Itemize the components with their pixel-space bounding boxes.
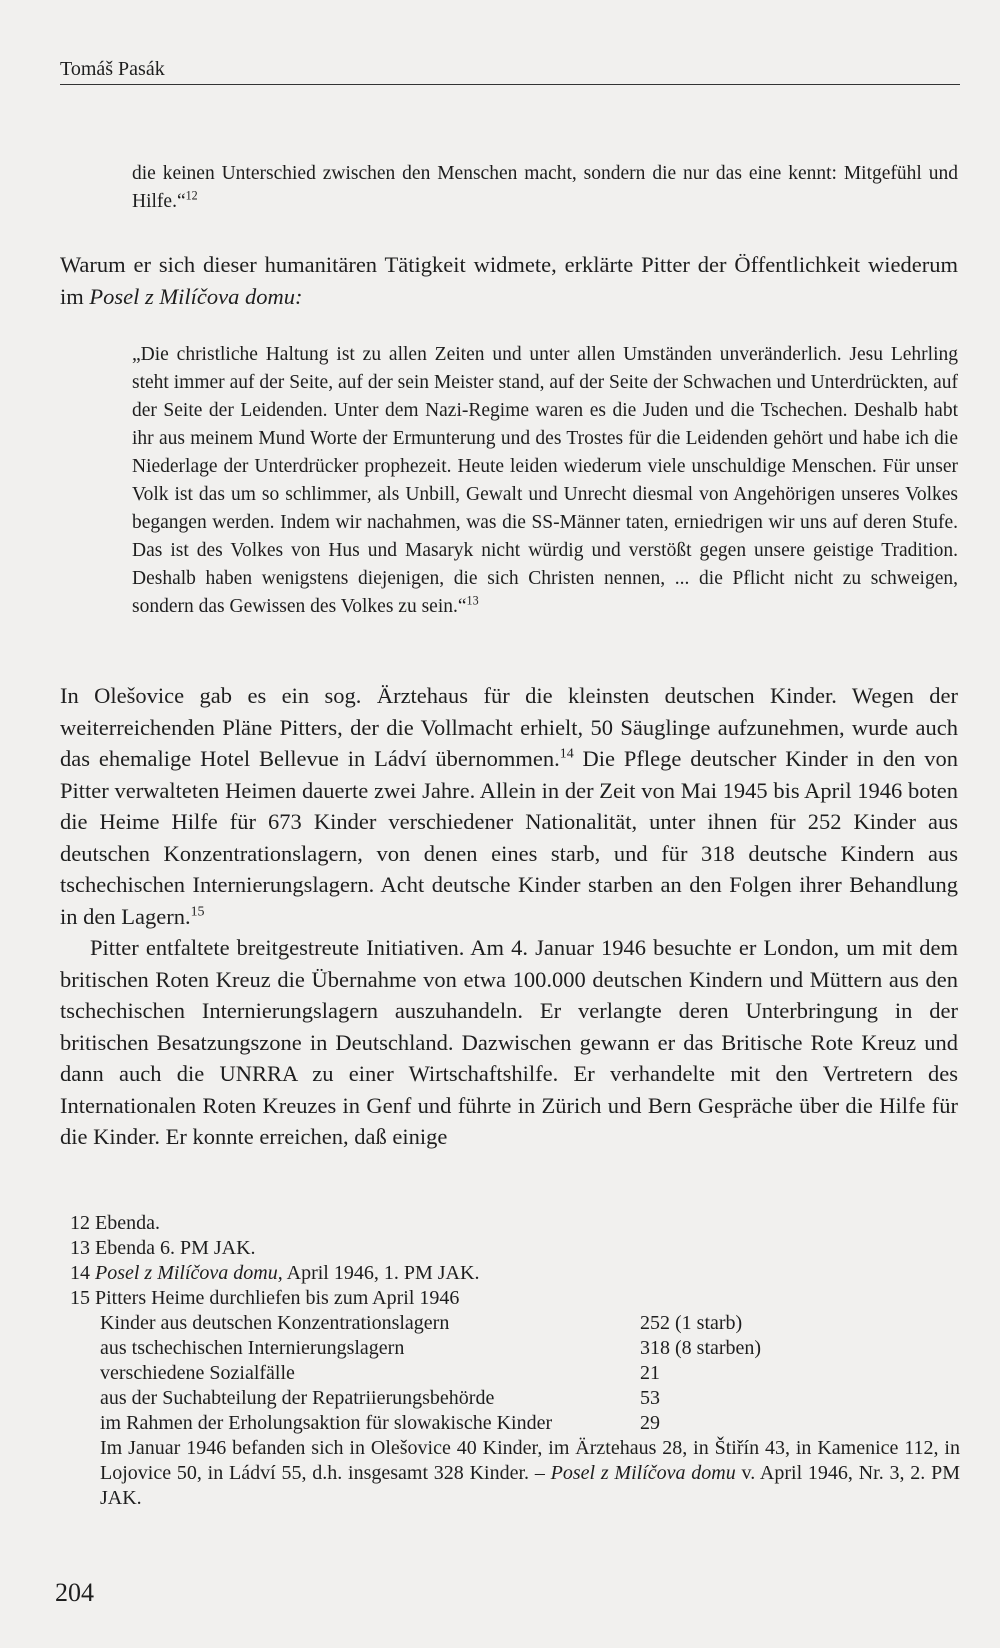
paragraph-text: Pitter entfaltete breitgestreute Initiativen. Am 4. Januar 1946 besuchte er London, um mit dem britischen Roten Kreuz die Übernahme von etwa 100.000 deutschen Kindern und Müttern aus den tschechischen Internierungslagern auszuhandeln. Er verlangte deren Unterbringung in der britischen Besatzungszone in Deutschland. Dazwischen gewann er das Britische Rote Kreuz und dann auch die UNRRA zu einer Wirtschaftshilfe. Er verhandelte mit den Vertretern des Internationalen Roten Kreuzes in Genf und führte in Zürich und Bern Gespräche über die Hilfe für die Kinder. Er konnte erreichen, daß einige — [60, 935, 958, 1149]
footnote-text: April 1946, 1. PM JAK. — [282, 1262, 480, 1284]
paragraph-text: Die Pflege deutscher Kinder in den von Pitter verwalteten Heimen dauerte zwei Jahre. Allein in der Zeit von Mai 1945 bis April 1946 boten die Heime Hilfe für 673 Kinder verschiedener Nationalität, unter ihnen für 252 Kinder aus deutschen Konzentrationslagern, von denen eines starb, und für 318 deutsche Kindern aus tschechischen Internierungslagern. Acht deutsche Kinder starben an den Folgen ihrer Behandlung in den Lagern. — [60, 746, 958, 929]
row-label: aus tschechischen Internierungslagern — [100, 1337, 405, 1359]
row-label: im Rahmen der Erholungsaktion für slowakische Kinder — [100, 1412, 553, 1434]
footnote-12: 12 Ebenda. — [70, 1212, 160, 1234]
footnote-source: Posel z Milíčova domu — [550, 1462, 736, 1484]
source-title: Posel z Milíčova domu — [89, 283, 295, 309]
footnote-number: 14 — [70, 1262, 95, 1284]
quote-text: die keinen Unterschied zwischen den Menschen macht, sondern die nur das eine kennt: Mitgefühl und Hilfe.“ — [132, 163, 958, 212]
footnote-source: Posel z Milíčova domu, — [95, 1262, 283, 1284]
quote-continuation — [132, 160, 958, 216]
footnote-table — [100, 1311, 960, 1436]
footnote-14 — [70, 1261, 960, 1286]
footnote-text: v. April 1946, Nr. 3, 2. PM JAK. — [100, 1462, 960, 1509]
row-label: Kinder aus deutschen Konzentrationslagern — [100, 1312, 450, 1334]
footnote-ref-15: 15 — [190, 904, 205, 919]
table-row — [100, 1311, 960, 1336]
main-text — [60, 680, 958, 1153]
row-value: 21 — [640, 1362, 660, 1384]
footnote-ref-13: 13 — [466, 593, 479, 608]
row-value: 29 — [640, 1412, 660, 1434]
row-value: 53 — [640, 1387, 660, 1409]
row-value: 318 (8 starben) — [640, 1337, 762, 1359]
footnote-13: 13 Ebenda 6. PM JAK. — [70, 1237, 256, 1259]
table-row — [100, 1386, 960, 1411]
paragraph — [60, 680, 958, 932]
header-author: Tomáš Pasák — [60, 58, 165, 80]
table-row — [100, 1361, 960, 1386]
footnote-15: 15 Pitters Heime durchliefen bis zum April 1946 — [70, 1287, 460, 1309]
table-row — [100, 1411, 960, 1436]
block-quote — [132, 341, 958, 621]
footnotes — [70, 1211, 960, 1511]
paragraph-end: : — [294, 283, 303, 309]
running-header — [60, 56, 960, 85]
paragraph-text: In Olešovice gab es ein sog. Ärztehaus für die kleinsten deutschen Kinder. Wegen der weiterreichenden Pläne Pitters, der die Vollmacht erhielt, 50 Säuglinge aufzunehmen, wurde auch das ehemalige Hotel Bellevue in Ládví übernommen. — [60, 683, 958, 771]
page-number: 204 — [55, 1578, 94, 1607]
paragraph-text: Warum er sich dieser humanitären Tätigkeit widmete, erklärte Pitter der Öffentlichkeit wiederum im — [60, 252, 958, 309]
row-label: verschiedene Sozialfälle — [100, 1362, 295, 1384]
table-row — [100, 1336, 960, 1361]
footnote-ref-14: 14 — [559, 746, 574, 762]
row-label: aus der Suchabteilung der Repatriierungsbehörde — [100, 1387, 495, 1409]
footnote-text: Im Januar 1946 befanden sich in Olešovice 40 Kinder, im Ärztehaus 28, in Štiřín 43, in Kamenice 112, in Lojovice 50, in Ládví 55, d.h. insgesamt 328 Kinder. – — [100, 1437, 960, 1484]
row-value: 252 (1 starb) — [640, 1312, 743, 1334]
paragraph — [60, 249, 958, 312]
footnote-ref-12: 12 — [185, 188, 198, 203]
footnote-continuation — [100, 1436, 960, 1511]
quote-text: „Die christliche Haltung ist zu allen Zeiten und unter allen Umständen unveränderlich. Jesu Lehrling steht immer auf der Seite, auf der sein Meister stand, auf der Seite der Schwachen und Unterdrückten, auf der Seite der Leidenden. Unter dem Nazi-Regime waren es die Juden und die Tschechen. Deshalb habt ihr aus meinem Mund Worte der Ermunterung und des Trostes für die Leidenden gehört und habe ich die Niederlage der Unterdrücker prophezeit. Heute leiden wiederum viele unschuldige Menschen. Für unser Volk ist das um so schlimmer, als Unbill, Gewalt und Unrecht diesmal von Angehörigen unseres Volkes begangen werden. Indem wir nachahmen, was die SS-Männer taten, erniedrigen wir uns auf deren Stufe. Das ist des Volkes von Hus und Masaryk nicht würdig und verstößt gegen unsere geistige Tradition. Deshalb haben wenigstens diejenigen, die sich Christen nennen, ... die Pflicht nicht zu schweigen, sondern das Gewissen des Volkes zu sein.“ — [132, 344, 958, 617]
paragraph — [60, 932, 958, 1153]
